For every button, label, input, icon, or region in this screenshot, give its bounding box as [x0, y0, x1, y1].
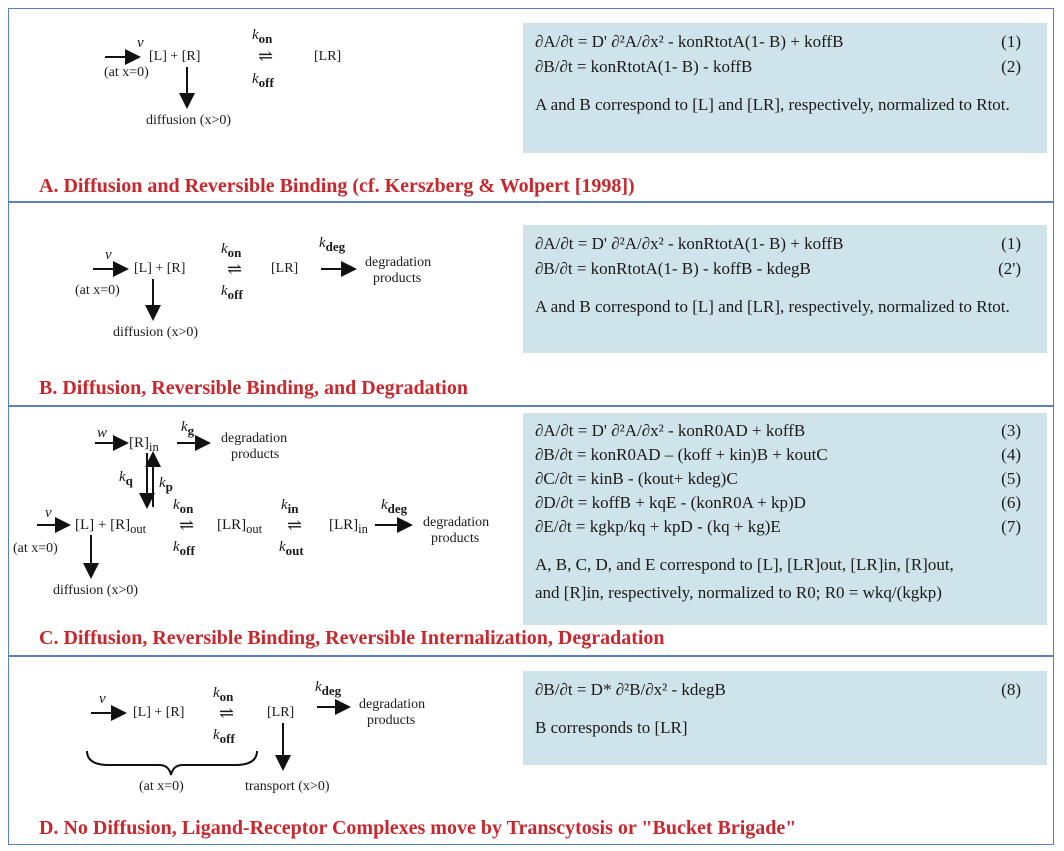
normalization-note: A and B correspond to [L] and [LR], respectively, normalized to Rtot.	[535, 297, 1010, 316]
equation-5: ∂C/∂t = kinB - (kout+ kdeg)C (5)	[535, 469, 1021, 488]
diffusion-label: diffusion (x>0)	[113, 325, 199, 340]
degradation-label-right: degradation	[423, 515, 490, 530]
diffusion-label: diffusion (x>0)	[146, 113, 232, 128]
equilibrium-arrow-icon: ⇌	[258, 46, 274, 66]
kdeg-label: $k_{deg}$	[319, 235, 346, 254]
koff-label: $k_{off}$	[213, 727, 235, 746]
ligand-receptor-out-label: $[L] + [R]_{out}$	[75, 517, 147, 536]
equation-1: ∂A/∂t = D' ∂²A/∂x² - konRtotA(1- B) + koffB (1)	[535, 32, 1021, 51]
degradation-label: degradation	[365, 255, 432, 270]
kg-label: $k_g$	[181, 419, 195, 438]
panel-a	[8, 8, 1054, 202]
receptor-in-label: $[R]_{in}$	[129, 435, 159, 454]
equation-7: ∂E/∂t = kgkp/kq + kpD - (kq + kg)E (7)	[535, 517, 1021, 536]
equation-1: ∂A/∂t = D' ∂²A/∂x² - konRtotA(1- B) + koffB (1)	[535, 234, 1021, 253]
ligand-receptor-label: [L] + [R]	[149, 49, 201, 64]
v-label: v	[137, 35, 144, 51]
kon-label: $k_{on}$	[173, 497, 194, 516]
normalization-note-line-1: A, B, C, D, and E correspond to [L], [LR]out, [LR]in, [R]out,	[535, 555, 954, 574]
brace-icon	[87, 751, 257, 775]
ligand-receptor-label: [L] + [R]	[133, 705, 185, 720]
normalization-note-line-2: and [R]in, respectively, normalized to R0; R0 = wkq/(kgkp)	[535, 583, 942, 602]
complex-in-label: $[LR]_{in}$	[329, 517, 368, 536]
transport-label: transport (x>0)	[245, 779, 330, 794]
panel-c	[8, 406, 1054, 656]
equations-c	[523, 413, 1047, 625]
equilibrium-arrow-icon-2: ⇌	[287, 515, 303, 535]
equations-d	[523, 671, 1047, 765]
equation-6: ∂D/∂t = koffB + kqE - (konR0A + kp)D (6)	[535, 493, 1021, 512]
kon-label: $k_{on}$	[213, 685, 234, 704]
degradation-label-top: degradation	[221, 431, 288, 446]
ligand-receptor-label: [L] + [R]	[134, 261, 186, 276]
kout-label: $k_{out}$	[279, 539, 304, 558]
equilibrium-arrow-icon: ⇌	[227, 259, 243, 279]
panel-title-b: B. Diffusion, Reversible Binding, and Degradation	[39, 377, 468, 399]
complex-out-label: $[LR]_{out}$	[217, 517, 263, 536]
kp-label: $k_p$	[159, 475, 173, 494]
koff-label: $k_{off}$	[173, 539, 195, 558]
equations-b	[523, 225, 1047, 353]
kin-label: $k_{in}$	[281, 497, 299, 516]
panel-title-a: A. Diffusion and Reversible Binding (cf. Kerszberg & Wolpert [1998])	[39, 175, 635, 197]
equations-a	[523, 23, 1047, 153]
panel-title-c: C. Diffusion, Reversible Binding, Reversible Internalization, Degradation	[39, 627, 665, 649]
products-label: products	[367, 713, 416, 728]
koff-label: $k_{off}$	[221, 283, 243, 302]
v-label: v	[45, 505, 52, 521]
panel-d	[8, 656, 1054, 845]
products-label-top: products	[231, 447, 280, 462]
panel-b	[8, 202, 1054, 406]
diffusion-label: diffusion (x>0)	[53, 583, 139, 598]
degradation-label: degradation	[359, 697, 426, 712]
products-label-right: products	[431, 531, 480, 546]
kq-label: $k_q$	[119, 469, 133, 488]
v-label: v	[105, 247, 112, 263]
normalization-note	[535, 551, 1035, 607]
kdeg-label: $k_{deg}$	[381, 497, 408, 516]
equilibrium-arrow-icon: ⇌	[179, 515, 195, 535]
complex-label: [LR]	[271, 261, 299, 276]
products-label: products	[373, 271, 422, 286]
complex-label: [LR]	[314, 49, 342, 64]
equation-2-prime: ∂B/∂t = konRtotA(1- B) - koffB - kdegB (2')	[535, 259, 1021, 278]
kon-label: $k_{on}$	[252, 27, 273, 46]
at-x0-label: (at x=0)	[13, 541, 58, 556]
complex-label: [LR]	[267, 705, 295, 720]
at-x0-label: (at x=0)	[104, 65, 149, 80]
equation-3: ∂A/∂t = D' ∂²A/∂x² - konR0AD + koffB (3)	[535, 421, 1021, 440]
koff-label: $k_{off}$	[252, 71, 274, 90]
equation-4: ∂B/∂t = konR0AD – (koff + kin)B + koutC (4)	[535, 445, 1021, 464]
at-x0-label: (at x=0)	[75, 283, 120, 298]
equation-8: ∂B/∂t = D* ∂²B/∂x² - kdegB (8)	[535, 680, 1021, 699]
equation-2: ∂B/∂t = konRtotA(1- B) - koffB (2)	[535, 57, 1021, 76]
panel-title-d: D. No Diffusion, Ligand-Receptor Complexes move by Transcytosis or "Bucket Brigade"	[39, 817, 797, 839]
w-label: w	[97, 425, 108, 441]
kon-label: $k_{on}$	[221, 241, 242, 260]
normalization-note: A and B correspond to [L] and [LR], respectively, normalized to Rtot.	[535, 95, 1010, 114]
at-x0-label: (at x=0)	[139, 779, 184, 794]
kdeg-label: $k_{deg}$	[315, 679, 342, 698]
v-label: v	[99, 691, 106, 707]
equilibrium-arrow-icon: ⇌	[219, 703, 235, 723]
normalization-note: B corresponds to [LR]	[535, 718, 688, 737]
